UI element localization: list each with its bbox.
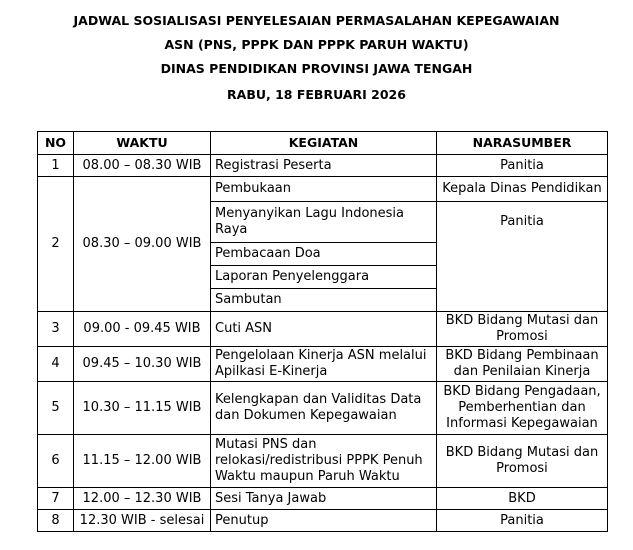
column-header-no: NO	[38, 132, 74, 155]
row-activity: Kelengkapan dan Validitas Data dan Dokumen Kepegawaian	[211, 382, 437, 435]
column-header-activity: KEGIATAN	[211, 132, 437, 155]
table-row	[38, 488, 608, 510]
table-row	[38, 510, 608, 532]
row-speaker: BKD Bidang Mutasi dan Promosi	[437, 312, 608, 347]
row-number: 4	[38, 347, 74, 382]
table-row	[38, 435, 608, 488]
table-row	[38, 347, 608, 382]
row-number: 2	[38, 177, 74, 312]
row-activity: Penutup	[211, 510, 437, 532]
row-time: 08.30 – 09.00 WIB	[74, 177, 211, 312]
table-row	[38, 382, 608, 435]
row-activity: Mutasi PNS dan relokasi/redistribusi PPPK Penuh Waktu maupun Paruh Waktu	[211, 435, 437, 488]
row-number: 5	[38, 382, 74, 435]
row-time: 09.00 - 09.45 WIB	[74, 312, 211, 347]
row-activity: Pengelolaan Kinerja ASN melalui Apilkasi E-Kinerja	[211, 347, 437, 382]
row-activity: Registrasi Peserta	[211, 155, 437, 177]
row-activity: Pembukaan	[211, 177, 437, 202]
row-number: 6	[38, 435, 74, 488]
table-row	[38, 155, 608, 177]
row-speaker: Panitia	[437, 510, 608, 532]
row-number: 1	[38, 155, 74, 177]
table-row	[38, 312, 608, 347]
schedule-table	[37, 131, 608, 532]
row-activity: Menyanyikan Lagu Indonesia Raya	[211, 202, 437, 243]
row-speaker: Panitia	[437, 155, 608, 177]
row-activity: Pembacaan Doa	[211, 243, 437, 266]
row-activity: Cuti ASN	[211, 312, 437, 347]
row-time: 09.45 – 10.30 WIB	[74, 347, 211, 382]
column-header-time: WAKTU	[74, 132, 211, 155]
row-activity: Sesi Tanya Jawab	[211, 488, 437, 510]
row-time: 11.15 – 12.00 WIB	[74, 435, 211, 488]
row-speaker: BKD Bidang Pengadaan, Pemberhentian dan Informasi Kepegawaian	[437, 382, 608, 435]
row-time: 12.00 – 12.30 WIB	[74, 488, 211, 510]
title-line-2: ASN (PNS, PPPK DAN PPPK PARUH WAKTU)	[164, 37, 469, 52]
row-speaker: BKD Bidang Pembinaan dan Penilaian Kinerja	[437, 347, 608, 382]
row-speaker: BKD Bidang Mutasi dan Promosi	[437, 435, 608, 488]
row-activity: Laporan Penyelenggara	[211, 266, 437, 289]
table-row	[38, 177, 608, 202]
column-header-speaker: NARASUMBER	[437, 132, 608, 155]
row-time: 10.30 – 11.15 WIB	[74, 382, 211, 435]
event-date: RABU, 18 FEBRUARI 2026	[227, 87, 406, 102]
row-time: 08.00 – 08.30 WIB	[74, 155, 211, 177]
title-line-1: JADWAL SOSIALISASI PENYELESAIAN PERMASALAHAN KEPEGAWAIAN	[73, 13, 560, 28]
row-speaker: BKD	[437, 488, 608, 510]
table-header-row	[38, 132, 608, 155]
title-line-3: DINAS PENDIDIKAN PROVINSI JAWA TENGAH	[160, 61, 473, 76]
row-number: 7	[38, 488, 74, 510]
row-speaker: Kepala Dinas Pendidikan	[437, 177, 608, 202]
row-activity: Sambutan	[211, 289, 437, 312]
row-speaker: Panitia	[437, 202, 608, 312]
row-number: 3	[38, 312, 74, 347]
row-time: 12.30 WIB - selesai	[74, 510, 211, 532]
row-number: 8	[38, 510, 74, 532]
